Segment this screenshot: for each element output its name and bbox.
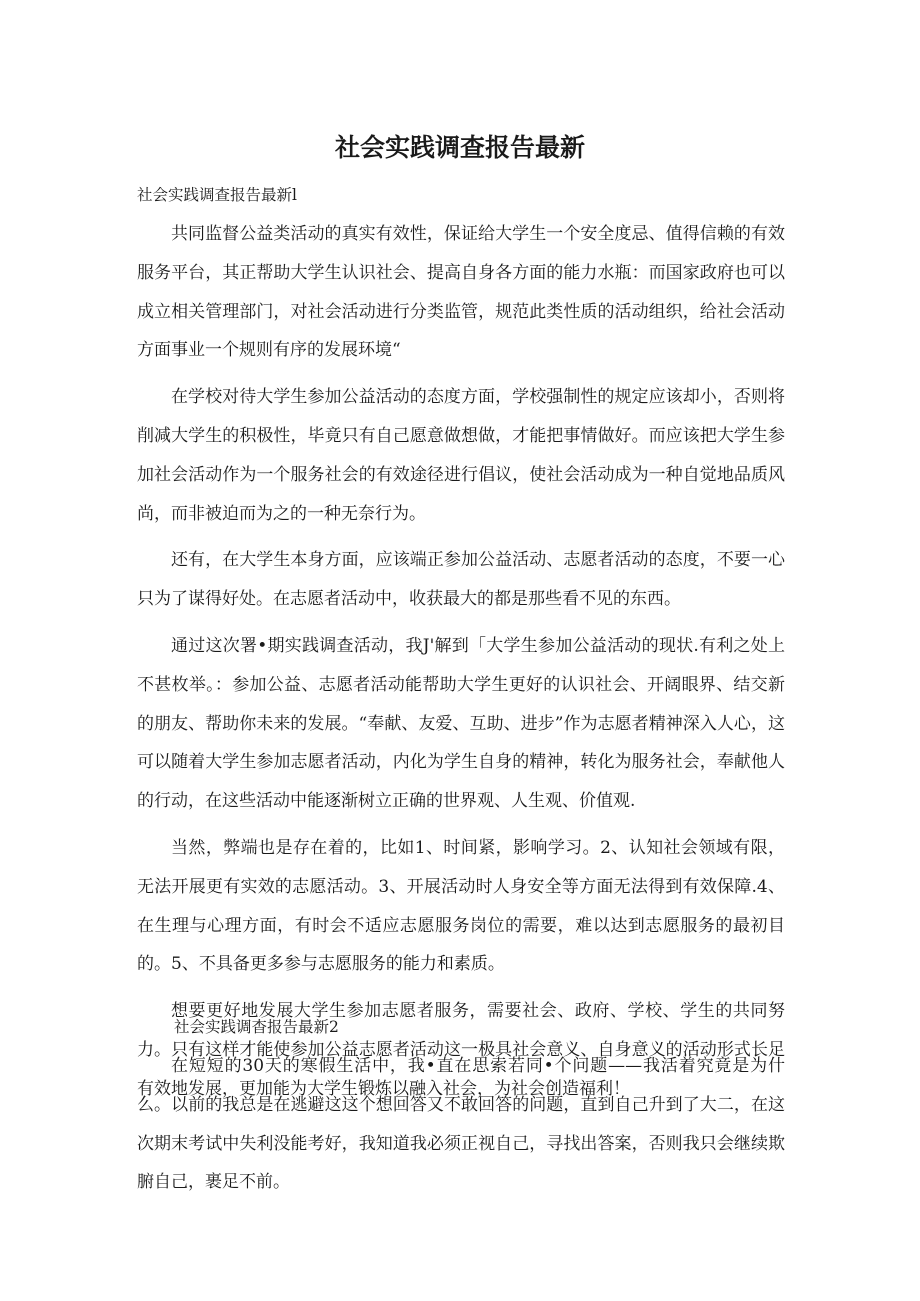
section-heading-1: 社会实践调查报告最新l [137, 186, 297, 204]
paragraph: 在学校对待大学生参加公益活动的态度方面，学校强制性的规定应该却小，否则将削减大学生的积极性，毕竟只有自己愿意做想做，才能把事情做好。而应该把大学生参加社会活动作为一个服务社会的有效途径进行倡议，使社会活动成为一种自觉地品质风尚，而非被迫而为之的一种无奈行为。 [137, 387, 785, 524]
section-2-body [137, 1047, 785, 1202]
paragraph: 当然，弊端也是存在着的，比如1、时间紧，影响学习。2、认知社会领域有限，无法开展更有实效的志愿活动。3、开展活动时人身安全等方面无法得到有效保障.4、在生理与心理方面，有时会不适应志愿服务岗位的需要，难以达到志愿服务的最初目的。5、不具备更多参与志愿服务的能力和素质。 [137, 837, 785, 975]
paragraph: 通过这次署•期实践调查活动，我J'解到「大学生参加公益活动的现状.有利之处上不甚枚举。：参加公益、志愿者活动能帮助大学生更好的认识社会、开阔眼界、结交新的朋友、帮助你未来的发展。“奉献、友爱、互助、进步”作为志愿者精神深入人心，这可以随着大学生参加志愿者活动，内化为学生自身的精神，转化为服务社会，奉献他人的行动，在这些活动中能逐渐树立正确的世界观、人生观、价值观. [137, 635, 785, 812]
section-1-body [137, 215, 785, 1117]
paragraph: 想要更好地发展大学生参加志愿者服务，需要社会、政府、学校、学生的共同努力。只有这样才能使参加公益志愿者活动这一极具社会意义、自身意义的活动形式长足有效地发展，更加能为大学生锻炼以融入社会，为社会创造福利！ [137, 1001, 785, 1099]
paragraph: 还有，在大学生本身方面，应该端正参加公益活动、志愿者活动的态度，不要一心只为了谋得好处。在志愿者活动中，收获最大的都是那些看不见的东西。 [137, 550, 785, 610]
paragraph: 在短短的30天的寒假生活中，我•直在思索若同•个问题——我活着究竟是为什么。以前的我总是在逃避这这个想回答又不敢回答的问题，直到自己升到了大二，在这次期末考试中失利没能考好，我知道我必须正视自己，寻找出答案，否则我只会继续欺腑自己，裹足不前。 [137, 1056, 785, 1193]
paragraph: 共同监督公益类活动的真实有效性，保证给大学生一个安全度忌、值得信赖的有效服务平台，其正帮助大学生认识社会、提高自身各方面的能力水瓶：而国家政府也可以成立相关管理部门，对社会活动进行分类监管，规范此类性质的活动组织，给社会活动方面事业一个规则有序的发展环境“ [137, 224, 785, 361]
document-title: 社会实践调查报告最新 [334, 133, 585, 162]
section-heading-2: 社会实践调杳报告最新2 [174, 1018, 339, 1036]
